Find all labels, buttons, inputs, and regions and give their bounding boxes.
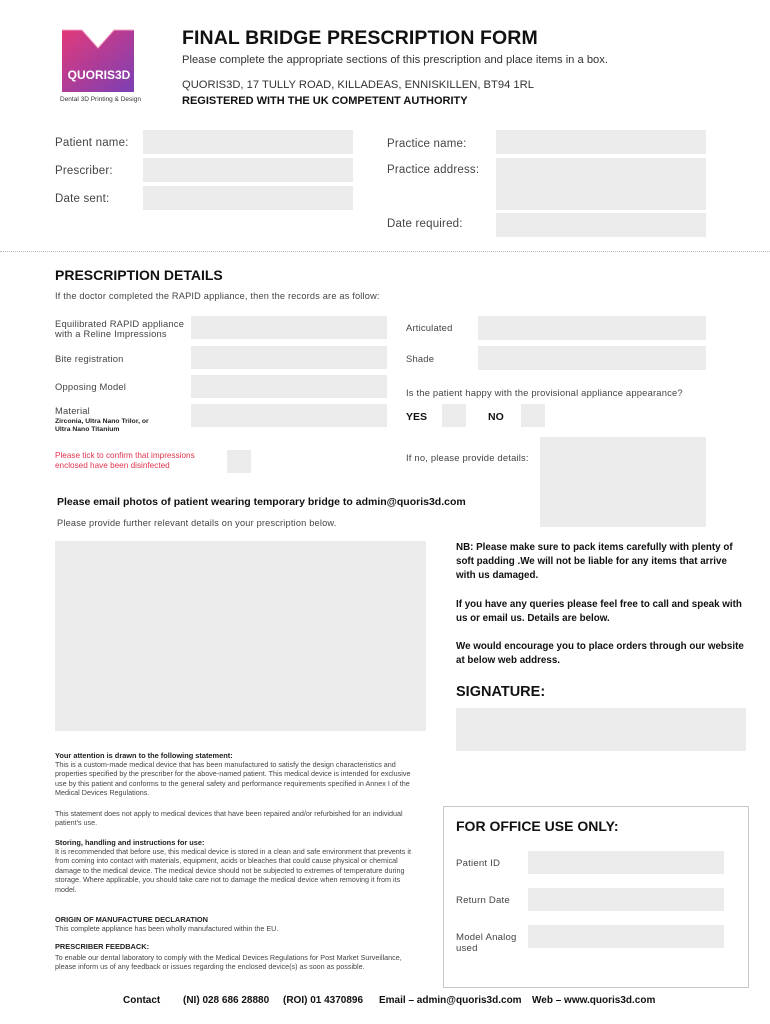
shade-label: Shade bbox=[406, 353, 435, 364]
feedback-heading: PRESCRIBER FEEDBACK: bbox=[55, 942, 150, 951]
yes-label: YES bbox=[406, 411, 428, 423]
if-no-label: If no, please provide details: bbox=[406, 452, 529, 463]
if-no-details-field[interactable] bbox=[540, 437, 706, 527]
opposing-model-field[interactable] bbox=[191, 375, 387, 398]
registration-note: REGISTERED WITH THE UK COMPETENT AUTHORITY bbox=[182, 95, 468, 107]
articulated-field[interactable] bbox=[478, 316, 706, 340]
no-checkbox[interactable] bbox=[521, 404, 545, 427]
happy-question: Is the patient happy with the provisional appliance appearance? bbox=[406, 387, 683, 398]
form-instructions: Please complete the appropriate sections of this prescription and place items in a box. bbox=[182, 54, 608, 66]
prescription-heading: PRESCRIPTION DETAILS bbox=[55, 267, 223, 283]
material-note-2: Ultra Nano Titanium bbox=[55, 426, 120, 433]
further-details-label: Please provide further relevant details on your prescription below. bbox=[57, 518, 337, 528]
logo bbox=[58, 26, 138, 96]
patient-id-field[interactable] bbox=[528, 851, 724, 874]
logo-brand: QUORIS3D bbox=[67, 68, 131, 82]
footer-contact: Contact bbox=[123, 995, 161, 1006]
office-use-heading: FOR OFFICE USE ONLY: bbox=[456, 818, 619, 834]
quoris-logo-icon bbox=[58, 26, 138, 96]
articulated-label: Articulated bbox=[406, 322, 453, 333]
not-apply-note: This statement does not apply to medical devices that have been repaired and/or refurbished for an individual patient's use. bbox=[55, 809, 403, 828]
model-analog-label-2: used bbox=[456, 943, 478, 954]
practice-name-field[interactable] bbox=[496, 130, 706, 154]
no-label: NO bbox=[488, 411, 504, 423]
footer-web[interactable]: Web – www.quoris3d.com bbox=[532, 995, 656, 1006]
prescriber-field[interactable] bbox=[143, 158, 353, 182]
email-photos-note: Please email photos of patient wearing temporary bridge to admin@quoris3d.com bbox=[57, 496, 466, 508]
origin-heading: ORIGIN OF MANUFACTURE DECLARATION bbox=[55, 915, 209, 924]
model-analog-field[interactable] bbox=[528, 925, 724, 948]
disinfected-label: Please tick to confirm that impressions bbox=[55, 451, 195, 460]
signature-heading: SIGNATURE: bbox=[456, 684, 546, 700]
equilibrated-label-2: with a Reline Impressions bbox=[55, 328, 167, 339]
queries-note: If you have any queries please feel free to call and speak with us or email us. Details are below. bbox=[456, 599, 742, 624]
patient-name-field[interactable] bbox=[143, 130, 353, 154]
prescriber-label: Prescriber: bbox=[55, 165, 113, 177]
date-required-field[interactable] bbox=[496, 213, 706, 237]
material-label: Material bbox=[55, 405, 90, 416]
attention-body: This is a custom-made medical device that has been manufactured to satisfy the design characteristics and properties specified by the prescriber for the above-named patient. This medical device is intended for exclusive use by this patient and conforms to the general safety and performance requirements specified in Annex I of the Medical Devices Regulations. bbox=[55, 760, 411, 798]
equilibrated-field[interactable] bbox=[191, 316, 387, 339]
material-note: Zirconia, Ultra Nano Trilor, or bbox=[55, 418, 149, 425]
further-details-field[interactable] bbox=[55, 541, 426, 731]
company-address: QUORIS3D, 17 TULLY ROAD, KILLADEAS, ENNISKILLEN, BT94 1RL bbox=[182, 79, 534, 91]
return-date-label: Return Date bbox=[456, 895, 510, 906]
patient-name-label: Patient name: bbox=[55, 137, 129, 149]
bite-registration-label: Bite registration bbox=[55, 353, 124, 364]
bite-registration-field[interactable] bbox=[191, 346, 387, 369]
prescription-intro: If the doctor completed the RAPID appliance, then the records are as follow: bbox=[55, 291, 380, 301]
date-required-label: Date required: bbox=[387, 218, 463, 230]
practice-address-label: Practice address: bbox=[387, 164, 480, 176]
origin-body: This complete appliance has been wholly manufactured within the EU. bbox=[55, 924, 279, 933]
date-sent-label: Date sent: bbox=[55, 193, 110, 205]
practice-address-field[interactable] bbox=[496, 158, 706, 210]
return-date-field[interactable] bbox=[528, 888, 724, 911]
storing-body: It is recommended that before use, this medical device is stored in a clean and safe environment that prevents it from coming into contact with materials, equipment, acids or bleaches that could cause physical or chemical damage to the medical device. The medical device should not be subjected to extremes of temperature during storage. Where applicable, you should take care not to damage the medical device when removing it from its model. bbox=[55, 847, 411, 894]
packing-note: NB: Please make sure to pack items carefully with plenty of soft padding .We will not be liable for any items that arrive with us damaged. bbox=[456, 542, 733, 581]
footer-roi-phone[interactable]: (ROI) 01 4370896 bbox=[283, 995, 364, 1006]
model-analog-label: Model Analog bbox=[456, 932, 517, 943]
shade-field[interactable] bbox=[478, 346, 706, 370]
material-field[interactable] bbox=[191, 404, 387, 427]
disinfected-label-2: enclosed have been disinfected bbox=[55, 461, 170, 470]
attention-heading: Your attention is drawn to the following statement: bbox=[55, 751, 233, 760]
signature-field[interactable] bbox=[456, 708, 746, 751]
logo-tagline: Dental 3D Printing & Design bbox=[60, 96, 141, 103]
storing-heading: Storing, handling and instructions for use: bbox=[55, 838, 205, 847]
yes-checkbox[interactable] bbox=[442, 404, 466, 427]
patient-id-label: Patient ID bbox=[456, 858, 501, 869]
opposing-model-label: Opposing Model bbox=[55, 381, 127, 392]
disinfected-checkbox[interactable] bbox=[227, 450, 251, 473]
feedback-body: To enable our dental laboratory to comply with the Medical Devices Regulations for Post Market Surveillance, please inform us of any feedback or issues regarding the enclosed device(s) as soon as possible. bbox=[55, 953, 402, 972]
footer-ni-phone[interactable]: (NI) 028 686 28880 bbox=[183, 995, 270, 1006]
form-title: FINAL BRIDGE PRESCRIPTION FORM bbox=[182, 27, 538, 49]
website-note: We would encourage you to place orders through our website at below web address. bbox=[456, 641, 744, 666]
section-divider bbox=[0, 251, 770, 252]
footer-email[interactable]: Email – admin@quoris3d.com bbox=[379, 995, 522, 1006]
equilibrated-label: Equilibrated RAPID appliance bbox=[55, 318, 185, 329]
practice-name-label: Practice name: bbox=[387, 138, 467, 150]
date-sent-field[interactable] bbox=[143, 186, 353, 210]
